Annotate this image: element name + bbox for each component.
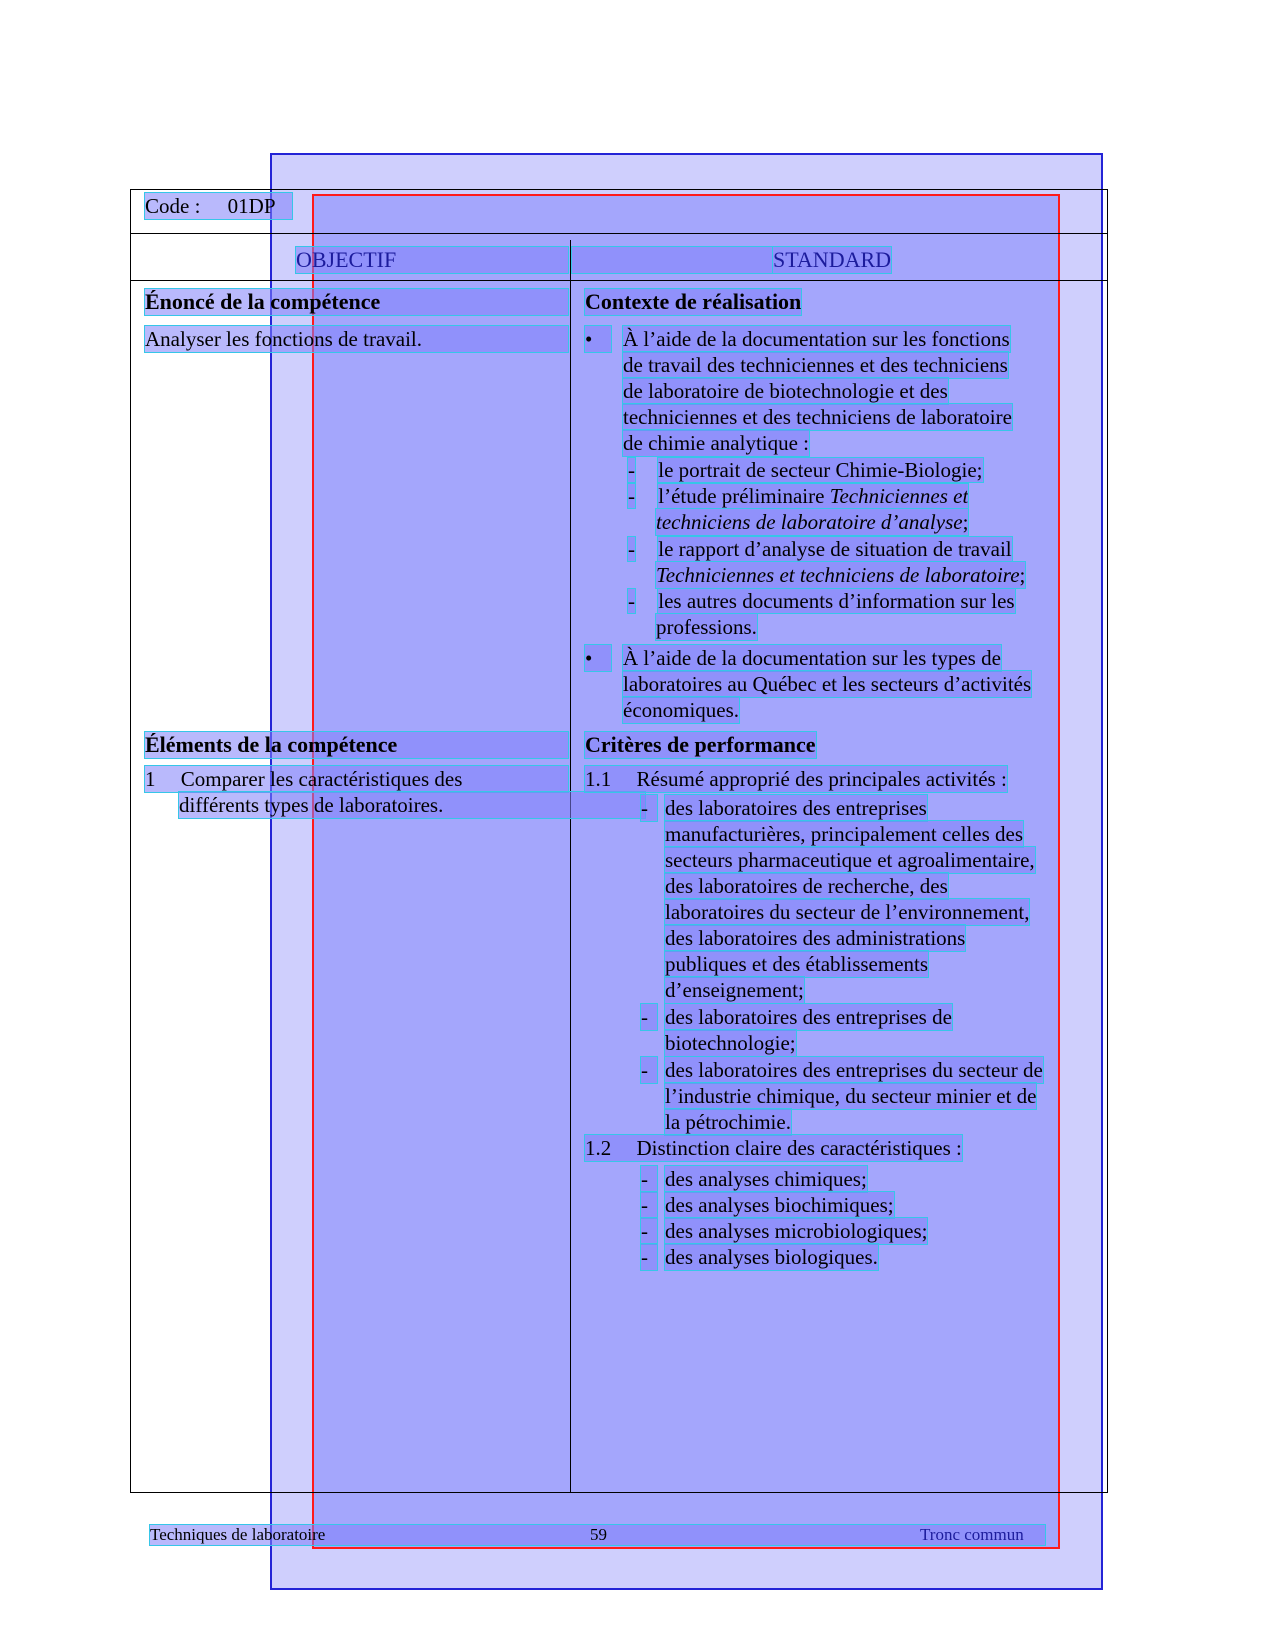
element-1-number: 1 (145, 767, 156, 791)
sub-dash: - (628, 589, 635, 613)
divider-vertical (570, 240, 571, 1493)
criterion-sub-line: secteurs pharmaceutique et agroalimentaire, (665, 848, 1035, 872)
bullet-2-line: économiques. (623, 698, 740, 722)
bullet-2-line: laboratoires au Québec et les secteurs d’activités (623, 672, 1032, 696)
column-standard-box (572, 247, 772, 273)
criterion-item: des analyses biochimiques; (665, 1193, 894, 1217)
criterion-sub-line: des laboratoires des entreprises de (665, 1005, 952, 1029)
sub-item-2 (628, 483, 968, 509)
sub-item-2-title-cont: techniciens de laboratoire d’analyse (656, 510, 963, 534)
footer-left: Techniques de laboratoire (150, 1525, 326, 1544)
criterion-item: des analyses microbiologiques; (665, 1219, 928, 1243)
bullet-1-line: techniciennes et des techniciens de laboratoire (623, 405, 1012, 429)
column-standard: STANDARD (773, 247, 892, 272)
criterion-sub-line: des laboratoires des administrations (665, 926, 966, 950)
sub-dash: - (641, 1004, 657, 1030)
footer-right: Tronc commun (920, 1525, 1024, 1544)
code-label: Code : (145, 194, 201, 218)
sub-item-2-title: Techniciennes et (829, 484, 969, 508)
code-box (145, 193, 292, 219)
criterion-sub-line: manufacturières, principalement celles des (665, 822, 1024, 846)
sub-dash: - (628, 458, 635, 482)
sub-dash: - (641, 1244, 657, 1270)
divider-header (130, 233, 1108, 234)
criterion-sub-line: la pétrochimie. (665, 1110, 791, 1134)
sub-item-2-punct: ; (962, 510, 969, 534)
sub-dash: - (641, 795, 657, 821)
sub-item-1 (628, 457, 983, 483)
bullet-2-marker: • (585, 645, 611, 671)
code-value: 01DP (227, 194, 276, 218)
divider-columns (130, 280, 1108, 281)
sub-dash: - (641, 1218, 657, 1244)
sub-item-4-text: les autres documents d’information sur les (658, 589, 1015, 613)
bullet-1-line: À l’aide de la documentation sur les fonctions (623, 327, 1010, 351)
bullet-1-line: de chimie analytique : (623, 431, 810, 455)
enonce-title: Énoncé de la compétence (145, 289, 568, 315)
sub-item-3-punct: ; (1019, 563, 1026, 587)
sub-dash: - (641, 1192, 657, 1218)
criterion-sub-line: laboratoires du secteur de l’environnement, (665, 900, 1030, 924)
criterion-text: Résumé approprié des principales activités : (636, 767, 1007, 791)
bullet-1-line: de travail des techniciennes et des techniciens (623, 353, 1008, 377)
criterion-sub-line: publiques et des établissements (665, 952, 929, 976)
sub-dash: - (641, 1057, 657, 1083)
criterion-sub-line: des laboratoires de recherche, des (665, 874, 948, 898)
criteres-title: Critères de performance (585, 732, 816, 757)
sub-item-4 (628, 588, 1015, 614)
column-objectif: OBJECTIF (296, 247, 568, 273)
sub-dash: - (641, 1166, 657, 1192)
sub-item-3 (628, 536, 1012, 562)
criterion-sub-line: des laboratoires des entreprises du secteur de (665, 1058, 1043, 1082)
criterion-item: des analyses biologiques. (665, 1245, 878, 1269)
element-1-line2: différents types de laboratoires. (179, 792, 645, 818)
criterion-1-1 (585, 766, 1007, 792)
sub-item-3-title: Techniciennes et techniciens de laboratoire (656, 563, 1020, 587)
sub-dash: - (628, 537, 635, 561)
sub-item-3-cont (656, 562, 1025, 588)
bullet-1-line: de laboratoire de biotechnologie et des (623, 379, 948, 403)
bullet-2-line: À l’aide de la documentation sur les types de (623, 646, 1001, 670)
sub-dash: - (628, 484, 635, 508)
sub-item-3-text: le rapport d’analyse de situation de travail (658, 537, 1012, 561)
contexte-title: Contexte de réalisation (585, 289, 802, 314)
criterion-1-2 (585, 1135, 962, 1161)
footer-page-number: 59 (590, 1525, 607, 1544)
sub-item-4-cont: professions. (656, 615, 757, 639)
sub-item-1-text: le portrait de secteur Chimie-Biologie; (658, 458, 983, 482)
element-1 (145, 766, 568, 792)
criterion-sub-line: biotechnologie; (665, 1031, 796, 1055)
bullet-1-marker: • (585, 326, 611, 352)
enonce-text: Analyser les fonctions de travail. (145, 326, 568, 352)
element-1-line1: Comparer les caractéristiques des (180, 767, 463, 791)
sub-item-2-cont (656, 509, 968, 535)
sub-item-2-text: l’étude préliminaire (658, 484, 830, 508)
elements-title: Éléments de la compétence (145, 732, 568, 758)
criterion-number: 1.1 (585, 767, 612, 791)
criterion-item: des analyses chimiques; (665, 1167, 867, 1191)
criterion-sub-line: d’enseignement; (665, 978, 804, 1002)
criterion-text: Distinction claire des caractéristiques : (636, 1136, 962, 1160)
criterion-sub-line: des laboratoires des entreprises (665, 796, 927, 820)
criterion-number: 1.2 (585, 1136, 612, 1160)
criterion-sub-line: l’industrie chimique, du secteur minier et de (665, 1084, 1037, 1108)
